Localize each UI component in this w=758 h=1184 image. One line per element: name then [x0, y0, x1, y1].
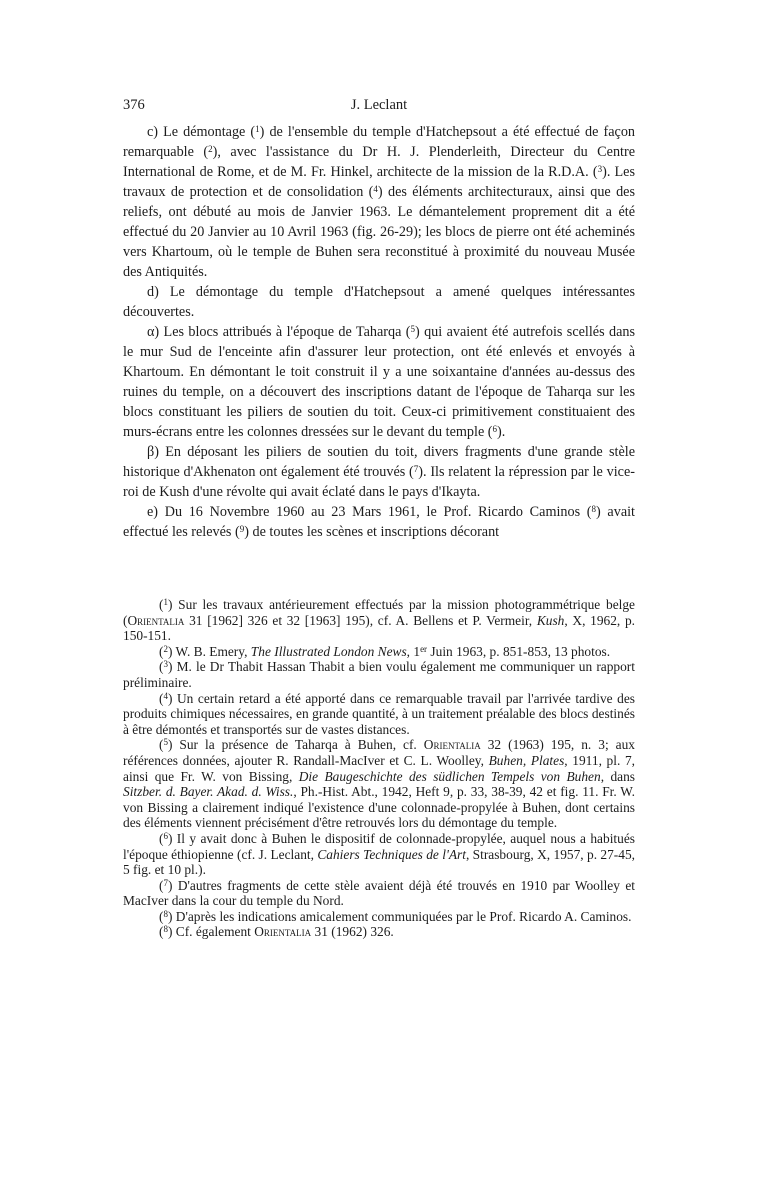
footnote-ref: 1 — [255, 124, 260, 134]
paragraph-c — [123, 122, 635, 282]
main-text — [123, 122, 635, 542]
text-run: , 1 — [406, 643, 421, 659]
page-header — [123, 97, 635, 119]
text-run: ) W. B. Emery, — [167, 643, 251, 659]
text-run: c) Le démontage ( — [147, 124, 256, 140]
text-run: ). Les travaux de protection et de consolidation ( — [123, 164, 635, 200]
text-run: , X, 1962, p. 150-151. — [123, 612, 635, 644]
footnote-6: ($^6$) Il y avait donc à Buhen le dispositif de colonnade-propylée, auquel nous a habitués l'époque éthiopienne (cf. J. Leclant, Cahiers Techniques de l'Art, Strasbourg, X, 1957, p. 27-45, 5 fig. et 10 pl.). — [123, 830, 635, 878]
text-run: ). Ils relatent la répression par le vice-roi de Kush d'une révolte qui avait éclaté dans le pays d'Ikayta. — [123, 464, 635, 500]
text-run: ) Sur les travaux antérieurement effectués par la mission photogrammétrique belge ( — [123, 597, 635, 628]
text-run: ), avec l'assistance du Dr H. J. Plenderleith, Directeur du Centre International de Rome, et de M. Fr. Hinkel, architecte de la mission de la R.D.A. ( — [123, 144, 635, 180]
footnote-number: 3 — [163, 659, 168, 670]
footnote-ref: 4 — [373, 184, 378, 194]
text-run: 32 (1963) 195, n. 3; aux références données, ajouter R. Randall-MacIver et C. L. Woolley, — [123, 737, 635, 768]
footnote-number: 2 — [163, 643, 168, 654]
footnote-ref: 9 — [239, 524, 245, 534]
journal-title: Cahiers Techniques de l'Art — [317, 846, 466, 862]
text-run: ) de l'ensemble du temple d'Hatchepsout a été effectué de façon remarquable ( — [123, 124, 636, 160]
text-run: ) qui avaient été autrefois scellés dans le mur Sud de l'enceinte afin d'assurer leur protection, ont été enlevés et envoyés à Khartoum. En démontant le toit construit il y a une soixantaine d'années au-dessus des ruines du temple, on a découvert des inscriptions datant de l'époque de Taharqa sur les blocs constituant les piliers de soutien du toit. Ceux-ci primitivement constituaient des murs-écrans entre les colonnes dressées sur le devant du temple ( — [123, 324, 635, 440]
text-run: ) des éléments architecturaux, ainsi que des reliefs, ont débuté au mois de Janvier 1963. Le démantelement proprement dit a été effectué du 20 Janvier au 10 Avril 1963 (fig. 26-29); les blocs de pierre ont été acheminés vers Khartoum, où le temple de Buhen sera reconstitué à proximité du nouveau Musée des Antiquités. — [123, 184, 635, 280]
text-run: ) D'autres fragments de cette stèle avaient déjà été trouvés en 1910 par Woolley et MacIver dans la cour du temple du Nord. — [123, 877, 635, 909]
footnote-7: ($^7$) D'autres fragments de cette stèle avaient déjà été trouvés en 1910 par Woolley et MacIver dans la cour du temple du Nord. — [123, 877, 635, 909]
book-title: Die Baugeschichte des südlichen Tempels von Buhen — [298, 768, 601, 784]
paragraph-d: d) Le démontage du temple d'Hatchepsout a amené quelques intéressantes découvertes. — [123, 284, 635, 320]
book-title: Buhen, Plates — [488, 752, 565, 768]
journal-title: Sitzber. d. Bayer. Akad. d. Wiss. — [123, 784, 294, 800]
footnote-number: 4 — [163, 690, 168, 701]
footnote-ref: 8 — [591, 504, 597, 514]
footnotes — [123, 597, 635, 940]
text-run: ) de toutes les scènes et inscriptions décorant — [244, 524, 500, 540]
journal-title: The Illustrated London News — [250, 643, 407, 659]
footnote-number: 8 — [163, 908, 168, 919]
footnote-number: 5 — [163, 737, 168, 748]
footnote-1: ($^1$) Sur les travaux antérieurement effectués par la mission photogrammétrique belge (Orientalia 31 [1962] 326 et 32 [1963] 195), cf. A. Bellens et P. Vermeir, Kush, X, 1962, p. 150-151. — [123, 597, 635, 644]
journal-name: Orientalia — [127, 612, 185, 628]
footnote-3: ($^3$) M. le Dr Thabit Hassan Thabit a bien voulu également me communiquer un rapport préliminaire. — [123, 659, 635, 690]
footnote-ref: 3 — [597, 164, 603, 174]
text-run: e) Du 16 Novembre 1960 au 23 Mars 1961, le Prof. Ricardo Caminos ( — [147, 504, 592, 520]
text-run: β) En déposant les piliers de soutien du toit, divers fragments d'une grande stèle historique d'Akhenaton ont également été trouvés ( — [123, 444, 635, 480]
text-run: 31 [1962] 326 et 32 [1963] 195), cf. A. Bellens et P. Vermeir, — [184, 612, 537, 628]
text-run: Juin 1963, p. 851-853, 13 photos. — [427, 643, 611, 659]
footnote-ref: 6 — [492, 424, 498, 434]
text-run: ) Il y avait donc à Buhen le dispositif de colonnade-propylée, auquel nous a habitués l'époque éthiopienne (cf. J. Leclant, — [123, 830, 635, 862]
text-run: ) M. le Dr Thabit Hassan Thabit a bien voulu également me communiquer un rapport préliminaire. — [123, 659, 635, 690]
page-number: 376 — [123, 97, 145, 113]
paragraph-beta — [123, 442, 635, 502]
paragraph-alpha — [123, 322, 635, 442]
footnote-8: ($^8$) D'après les indications amicalement communiquées par le Prof. Ricardo A. Caminos. — [159, 908, 632, 924]
ordinal-suffix: er — [420, 643, 428, 654]
footnote-ref: 7 — [413, 464, 419, 474]
journal-name: Orientalia — [254, 924, 312, 940]
footnote-2: ($^2$) W. B. Emery, The Illustrated London News, 1er Juin 1963, p. 851-853, 13 photos. — [159, 643, 611, 659]
text-run: , 1911, pl. 7, ainsi que Fr. W. von Bissing, — [123, 752, 635, 784]
footnote-ref: 2 — [208, 144, 213, 154]
footnote-ref: 5 — [410, 324, 415, 334]
footnote-number: 1 — [163, 597, 168, 607]
text-run: , dans — [600, 768, 635, 784]
footnote-4: ($^4$) Un certain retard a été apporté dans ce remarquable travail par l'arrivée tardive des produits chimiques nécessaires, en grande quantité, à un traitement préalable des blocs destinés à être démontés et transportés sur de vastes distances. — [123, 690, 635, 737]
footnote-5: ($^5$) Sur la présence de Taharqa à Buhen, cf. Orientalia 32 (1963) 195, n. 3; aux références données, ajouter R. Randall-MacIver et C. L. Woolley, Buhen, Plates, 1911, pl. 7, ainsi que Fr. W. von Bissing, Die Baugeschichte des südlichen Tempels von Buhen, dans Sitzber. d. Bayer. Akad. d. Wiss., Ph.-Hist. Abt., 1942, Heft 9, p. 33, 38-39, 42 et fig. 11. Fr. W. von Bissing a clairement indiqué l'existence d'une colonnade-propylée à Buhen, dont certains des éléments viennent précisément d'être retrouvés lors du démontage du temple. — [123, 737, 635, 831]
journal-title: Kush — [536, 612, 565, 628]
text-run: ) Un certain retard a été apporté dans ce remarquable travail par l'arrivée tardive des produits chimiques nécessaires, en grande quantité, à un traitement préalable des blocs destinés à être démontés et transportés sur de vastes distances. — [123, 690, 635, 737]
text-run: ). — [497, 424, 506, 440]
text-run: 31 (1962) 326. — [311, 924, 394, 940]
text-run: ) D'après les indications amicalement communiquées par le Prof. Ricardo A. Caminos. — [167, 908, 632, 924]
footnote-number: 7 — [163, 877, 168, 888]
journal-name: Orientalia — [423, 737, 481, 753]
footnote-9: ($^8$) Cf. également Orientalia 31 (1962) 326. — [159, 924, 394, 940]
text-run: ) avait effectué les relevés ( — [123, 504, 636, 540]
text-run: ) Sur la présence de Taharqa à Buhen, cf. — [167, 737, 424, 753]
text-run: , Ph.-Hist. Abt., 1942, Heft 9, p. 33, 38-39, 42 et fig. 11. Fr. W. von Bissing a clairement indiqué l'existence d'une colonnade-propylée à Buhen, dont certains des éléments viennent précisément d'être retrouvés lors du démontage du temple. — [123, 784, 635, 831]
paragraph-e — [123, 502, 635, 542]
footnote-number: 6 — [163, 830, 168, 841]
footnote-number: 8 — [163, 924, 168, 935]
text-run: , Strasbourg, X, 1957, p. 27-45, 5 fig. et 10 pl.). — [123, 846, 635, 878]
text-run: α) Les blocs attribués à l'époque de Taharqa ( — [147, 324, 411, 340]
running-head-author: J. Leclant — [350, 97, 408, 113]
text-run: ) Cf. également — [167, 924, 255, 940]
